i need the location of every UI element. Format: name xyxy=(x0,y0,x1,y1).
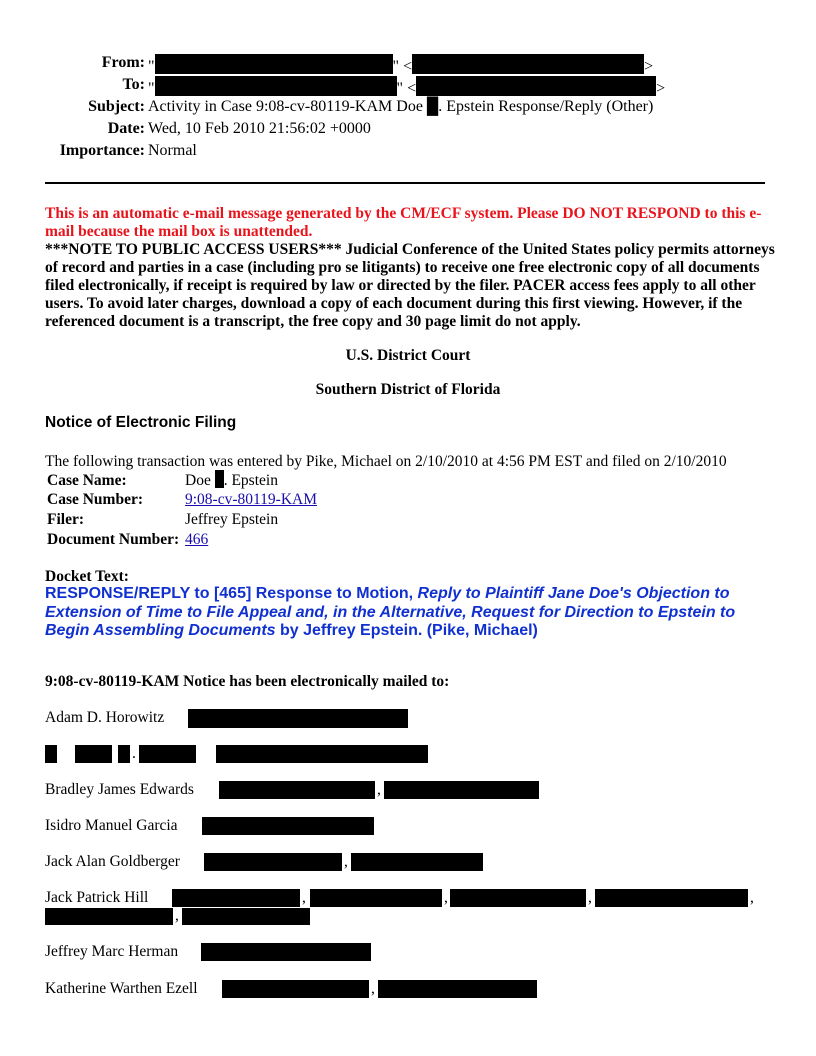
redacted-email xyxy=(202,817,374,835)
separator: , xyxy=(344,853,348,870)
redacted-email xyxy=(310,889,442,907)
case-number-row xyxy=(47,490,317,510)
docket-text-part3: by Jeffrey Epstein. (Pike, Michael) xyxy=(275,622,538,639)
importance-value: Normal xyxy=(148,142,197,159)
date-label: Date: xyxy=(107,120,145,137)
to-label: To: xyxy=(122,76,145,93)
case-name-b: . Epstein xyxy=(223,472,278,489)
mailed-heading: 9:08-cv-80119-KAM Notice has been electronically mailed to: xyxy=(45,673,450,690)
doc-number-label: Document Number: xyxy=(47,531,180,548)
separator: . xyxy=(132,745,136,762)
header-divider xyxy=(45,182,765,184)
recipient-name: Adam D. Horowitz xyxy=(45,709,165,726)
redacted-email xyxy=(172,889,300,907)
redacted-email xyxy=(450,889,586,907)
case-number-label: Case Number: xyxy=(47,491,143,508)
notice-heading: Notice of Electronic Filing xyxy=(45,414,237,431)
filer-label: Filer: xyxy=(47,511,85,528)
case-name-row xyxy=(47,470,278,491)
to-row xyxy=(0,76,800,96)
case-name-label: Case Name: xyxy=(47,472,127,489)
redacted-email xyxy=(182,908,310,925)
doc-number-row xyxy=(47,530,208,550)
docket-text-italic: Reply to Plaintiff Jane Doe's Objection to Extension of Time to File Appeal and, in the Alternative, Request for Direction to Epstein to Begin Assembling Documents xyxy=(45,585,736,639)
transaction-text: The following transaction was entered by Pike, Michael on 2/10/2010 at 4:56 PM EST and filed on 2/10/2010 xyxy=(45,453,727,470)
redacted-email xyxy=(351,853,483,871)
court-name: U.S. District Court xyxy=(345,347,471,364)
redacted-email xyxy=(45,908,173,925)
court-district: Southern District of Florida xyxy=(315,381,501,398)
recipient-name: Bradley James Edwards xyxy=(45,781,194,798)
separator: , xyxy=(444,889,448,906)
recipient-name: Jack Alan Goldberger xyxy=(45,853,180,870)
recipient-row xyxy=(45,888,775,928)
docket-text xyxy=(45,585,780,641)
case-number-link[interactable]: 9:08-cv-80119-KAM xyxy=(185,491,318,508)
to-value: " " < > xyxy=(148,76,665,98)
date-row xyxy=(0,120,800,140)
importance-label: Importance: xyxy=(59,142,145,159)
redacted-email xyxy=(188,709,408,728)
redacted-name xyxy=(45,745,57,763)
redacted-email xyxy=(216,745,428,763)
filer-row xyxy=(47,510,278,530)
importance-row xyxy=(0,142,800,162)
subject-row xyxy=(0,98,800,118)
case-name-a: Doe xyxy=(185,472,211,489)
docket-label: Docket Text: xyxy=(45,568,129,585)
recipient-name: Jack Patrick Hill xyxy=(45,889,149,906)
redacted-block xyxy=(215,470,224,488)
separator: , xyxy=(302,889,306,906)
redacted-email xyxy=(384,781,539,799)
redacted-name xyxy=(139,745,196,763)
separator: , xyxy=(377,781,381,798)
redacted-email xyxy=(204,853,342,871)
redacted-email xyxy=(378,980,537,998)
recipient-name: Isidro Manuel Garcia xyxy=(45,817,178,834)
doc-number-link[interactable]: 466 xyxy=(185,531,209,548)
separator: , xyxy=(588,889,592,906)
date-value: Wed, 10 Feb 2010 21:56:02 +0000 xyxy=(148,120,371,137)
auto-message: This is an automatic e-mail message generated by the CM/ECF system. Please DO NOT RESPOND to this e-mail because the mail box is unattended. xyxy=(45,205,762,240)
from-value: " " < > xyxy=(148,54,653,76)
from-row xyxy=(0,54,800,74)
separator: , xyxy=(175,907,179,924)
redacted-block xyxy=(412,54,644,74)
subject-value: Activity in Case 9:08-cv-80119-KAM Doe █. Epstein Response/Reply (Other) xyxy=(148,98,654,115)
subject-label: Subject: xyxy=(88,98,145,115)
recipient-name: Jeffrey Marc Herman xyxy=(45,943,179,960)
redacted-email xyxy=(222,980,369,998)
filer-value: Jeffrey Epstein xyxy=(185,511,279,528)
recipient-name: Katherine Warthen Ezell xyxy=(45,980,198,997)
separator: , xyxy=(371,980,375,997)
redacted-block xyxy=(155,76,397,96)
from-label: From: xyxy=(101,54,145,71)
redacted-block xyxy=(416,76,656,96)
docket-text-part1: RESPONSE/REPLY to [465] Response to Motion, xyxy=(45,585,418,602)
redacted-email xyxy=(201,943,371,961)
redacted-name xyxy=(118,745,130,763)
redacted-email xyxy=(595,889,748,907)
redacted-email xyxy=(219,781,375,799)
redacted-block xyxy=(155,54,393,74)
separator: , xyxy=(750,889,754,906)
public-access-note: ***NOTE TO PUBLIC ACCESS USERS*** Judicial Conference of the United States policy permits attorneys of record and parties in a case (including pro se litigants) to receive one free electronic copy of all documents filed electronically, if receipt is required by law or directed by the filer. PACER access fees apply to all other users. To avoid later charges, download a copy of each document during this first viewing. However, if the referenced document is a transcript, the free copy and 30 page limit do not apply. xyxy=(45,241,775,330)
redacted-name xyxy=(75,745,112,763)
